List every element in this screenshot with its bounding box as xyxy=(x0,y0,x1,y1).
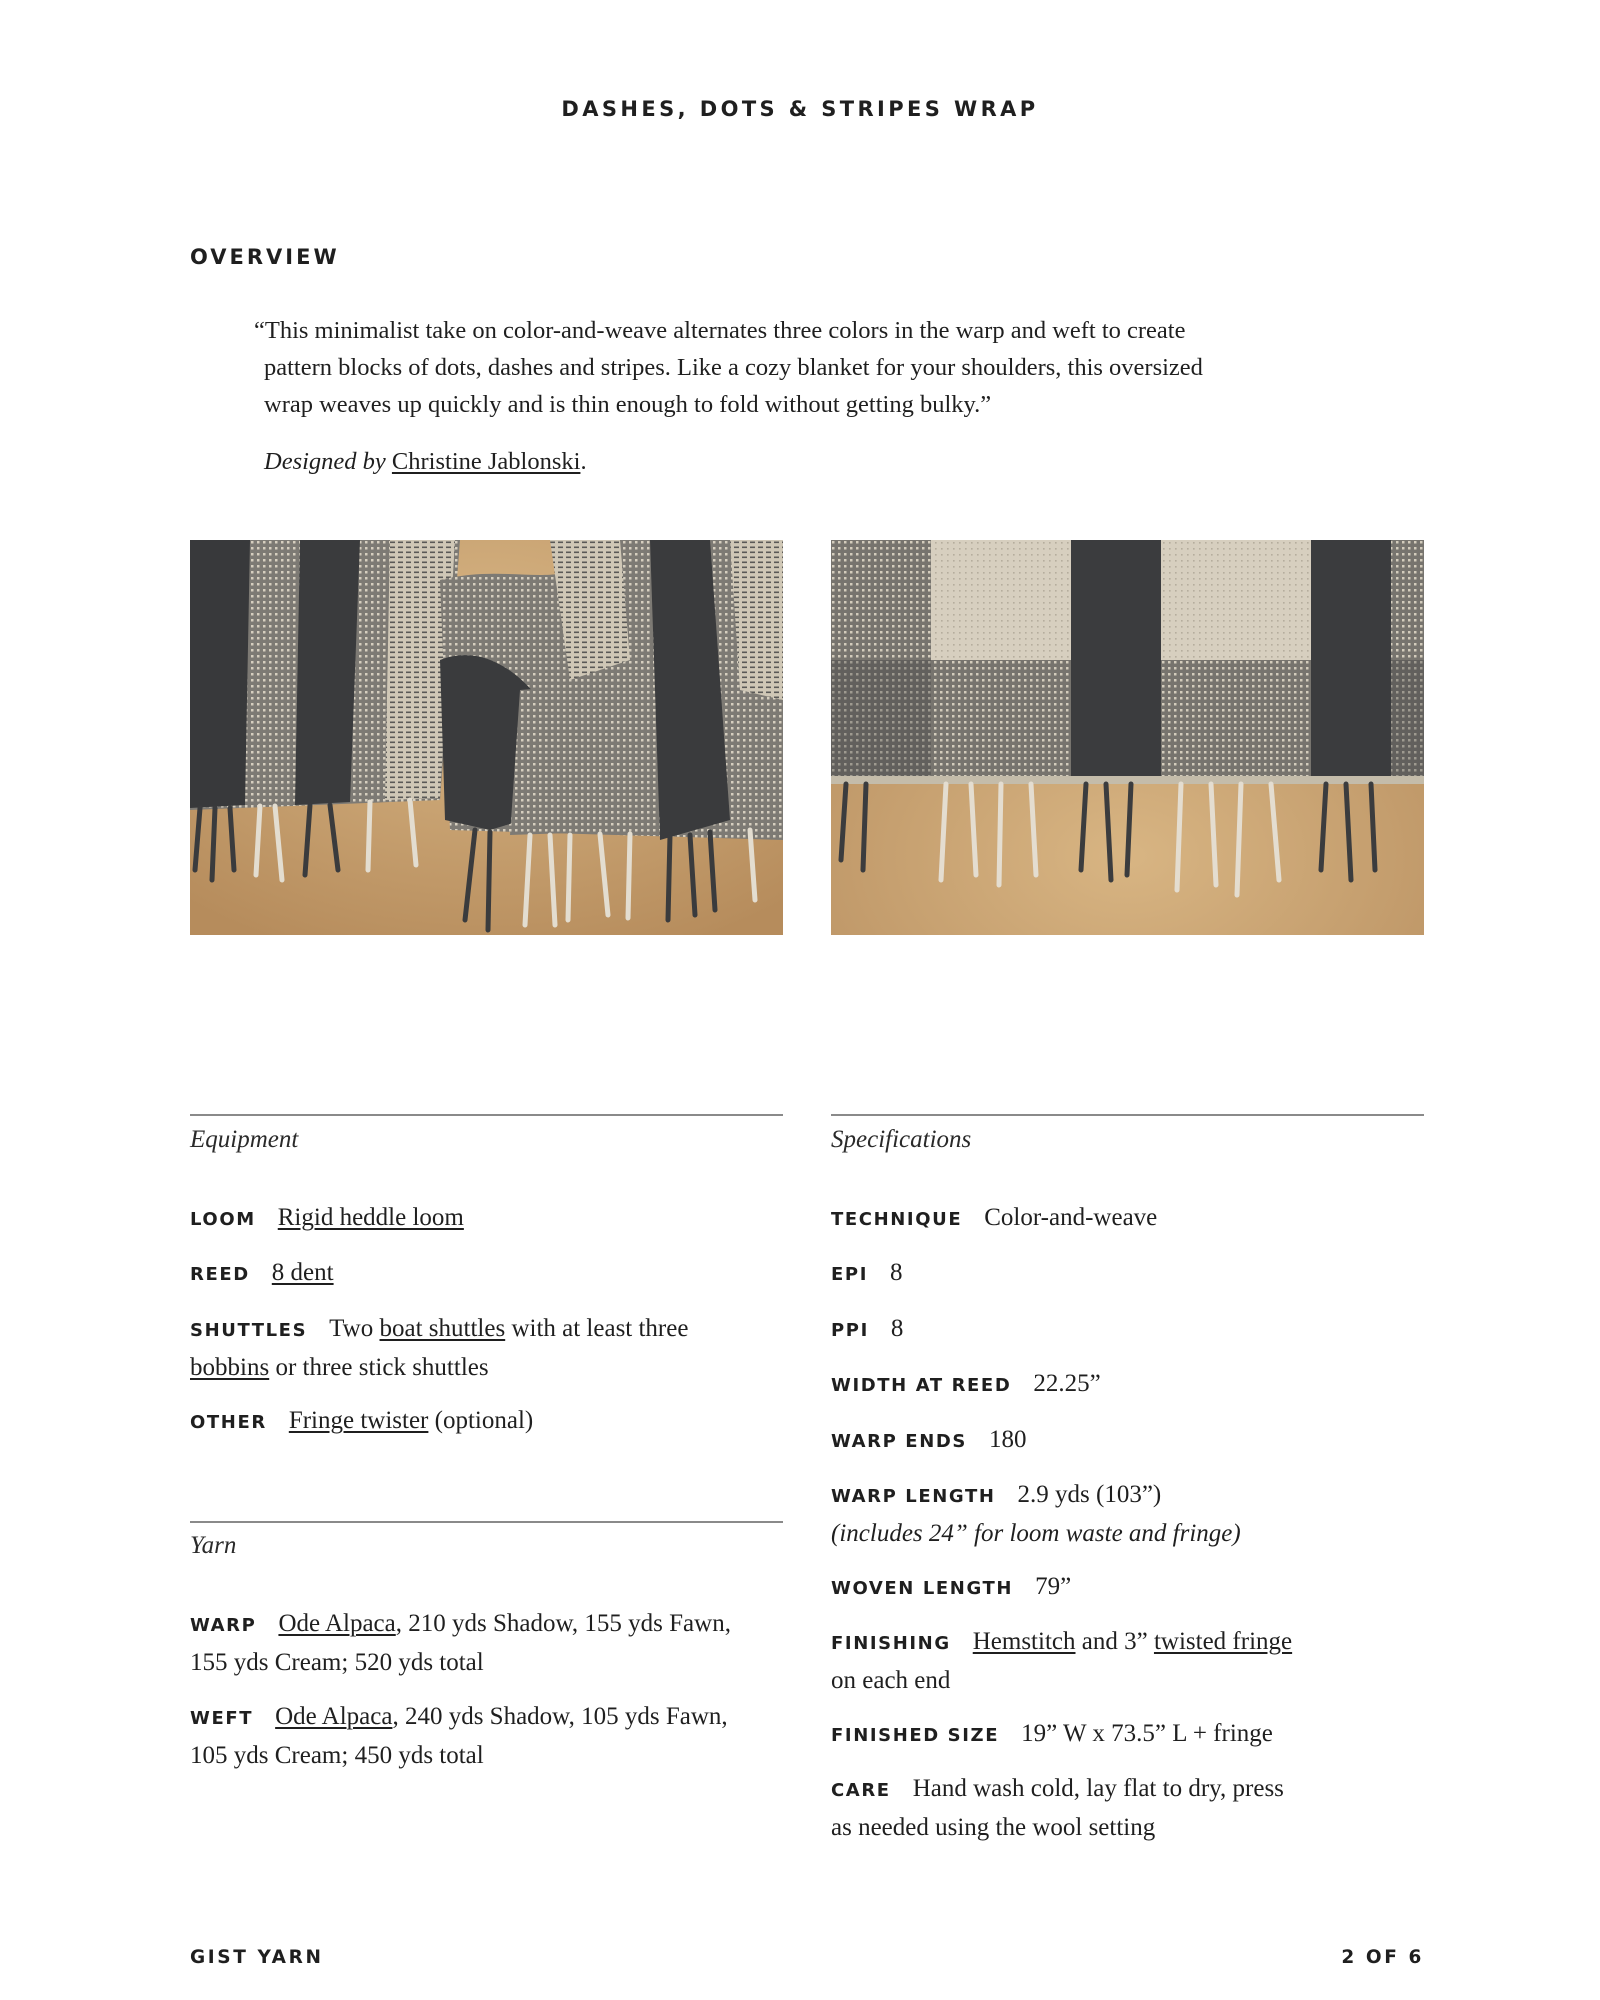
specifications-divider xyxy=(831,1114,1424,1116)
woven-length-label: WOVEN LENGTH xyxy=(831,1578,1014,1599)
warp-ends-value: 180 xyxy=(988,1426,1027,1453)
yarn-heading: Yarn xyxy=(190,1532,237,1559)
technique-value: Color-and-weave xyxy=(984,1204,1158,1231)
width-label: WIDTH AT REED xyxy=(831,1375,1012,1396)
spec-technique-row xyxy=(831,1199,1391,1238)
spec-care-row xyxy=(831,1770,1431,1846)
care-line2: as needed using the wool setting xyxy=(831,1814,1156,1841)
wrap-draped-illustration xyxy=(190,540,783,935)
loom-label: LOOM xyxy=(190,1209,256,1230)
finishing-label: FINISHING xyxy=(831,1633,951,1654)
warp-length-value: 2.9 yds (103”) xyxy=(1017,1481,1162,1508)
warp-length-note: (includes 24” for loom waste and fringe) xyxy=(831,1520,1241,1547)
epi-value: 8 xyxy=(890,1259,903,1286)
equipment-divider xyxy=(190,1114,783,1116)
width-value: 22.25” xyxy=(1033,1370,1101,1397)
shuttles-prefix: Two xyxy=(329,1315,374,1342)
finishing-line2: on each end xyxy=(831,1667,951,1694)
bobbins-link[interactable]: bobbins xyxy=(190,1354,270,1381)
finished-size-value: 19” W x 73.5” L + fringe xyxy=(1021,1720,1273,1747)
yarn-divider xyxy=(190,1521,783,1523)
finished-size-label: FINISHED SIZE xyxy=(831,1725,1000,1746)
twisted-fringe-link[interactable]: twisted fringe xyxy=(1153,1628,1293,1655)
hemstitch-link[interactable]: Hemstitch xyxy=(972,1628,1076,1655)
designer-link[interactable]: Christine Jablonski xyxy=(391,448,581,475)
shuttles-label: SHUTTLES xyxy=(190,1320,308,1341)
spec-ppi-row xyxy=(831,1310,1391,1349)
equipment-shuttles-row xyxy=(190,1310,750,1386)
footer-brand: GIST YARN xyxy=(190,1947,324,1968)
spec-width-row xyxy=(831,1365,1391,1404)
reed-link[interactable]: 8 dent xyxy=(271,1259,334,1286)
other-label: OTHER xyxy=(190,1412,267,1433)
weft-line1: , 240 yds Shadow, 105 yds Fawn, xyxy=(392,1703,728,1730)
yarn-weft-row xyxy=(190,1698,790,1774)
other-suffix: (optional) xyxy=(434,1407,534,1434)
loom-link[interactable]: Rigid heddle loom xyxy=(277,1204,464,1231)
wrap-draped-photo xyxy=(190,540,783,935)
spec-finishing-row xyxy=(831,1623,1431,1699)
designer-credit xyxy=(264,443,587,480)
quote-line: pattern blocks of dots, dashes and stripes. Like a cozy blanket for your shoulders, this oversized xyxy=(264,354,1203,381)
equipment-heading: Equipment xyxy=(190,1126,299,1153)
shuttles-suffix: or three stick shuttles xyxy=(275,1354,489,1381)
wrap-flat-illustration xyxy=(831,540,1424,935)
care-label: CARE xyxy=(831,1780,891,1801)
equipment-loom-row xyxy=(190,1199,750,1238)
warp-line1: , 210 yds Shadow, 155 yds Fawn, xyxy=(395,1610,731,1637)
weft-line2: 105 yds Cream; 450 yds total xyxy=(190,1742,484,1769)
spec-epi-row xyxy=(831,1254,1391,1293)
boat-shuttles-link[interactable]: boat shuttles xyxy=(379,1315,506,1342)
spec-finished-size-row xyxy=(831,1715,1431,1754)
ppi-value: 8 xyxy=(890,1315,904,1342)
designer-suffix: . xyxy=(580,448,587,475)
warp-line2: 155 yds Cream; 520 yds total xyxy=(190,1649,484,1676)
wrap-flat-photo xyxy=(831,540,1424,935)
woven-length-value: 79” xyxy=(1035,1573,1072,1600)
overview-heading: OVERVIEW xyxy=(190,245,340,269)
equipment-other-row xyxy=(190,1402,750,1441)
technique-label: TECHNIQUE xyxy=(831,1209,963,1230)
footer-page-number: 2 OF 6 xyxy=(1341,1947,1424,1968)
document-title: DASHES, DOTS & STRIPES WRAP xyxy=(561,97,1039,121)
ppi-label: PPI xyxy=(831,1320,869,1341)
warp-label: WARP xyxy=(190,1615,257,1636)
equipment-reed-row xyxy=(190,1254,750,1293)
warp-yarn-link[interactable]: Ode Alpaca xyxy=(278,1610,396,1637)
yarn-warp-row xyxy=(190,1605,790,1681)
epi-label: EPI xyxy=(831,1264,868,1285)
warp-length-label: WARP LENGTH xyxy=(831,1486,996,1507)
overview-quote xyxy=(254,312,1374,423)
shuttles-mid: with at least three xyxy=(511,1315,689,1342)
specifications-heading: Specifications xyxy=(831,1126,972,1153)
warp-ends-label: WARP ENDS xyxy=(831,1431,967,1452)
weft-label: WEFT xyxy=(190,1708,254,1729)
quote-line: “This minimalist take on color-and-weave alternates three colors in the warp and weft to create xyxy=(254,317,1186,344)
spec-warp-length-row xyxy=(831,1476,1391,1552)
finishing-mid: and 3” xyxy=(1081,1628,1148,1655)
reed-label: REED xyxy=(190,1264,250,1285)
spec-woven-length-row xyxy=(831,1568,1391,1607)
weft-yarn-link[interactable]: Ode Alpaca xyxy=(275,1703,393,1730)
fringe-twister-link[interactable]: Fringe twister xyxy=(288,1407,429,1434)
spec-warp-ends-row xyxy=(831,1421,1391,1460)
quote-line: wrap weaves up quickly and is thin enough to fold without getting bulky.” xyxy=(264,391,992,418)
care-line1: Hand wash cold, lay flat to dry, press xyxy=(912,1775,1284,1802)
designed-by-label: Designed by xyxy=(264,448,386,475)
